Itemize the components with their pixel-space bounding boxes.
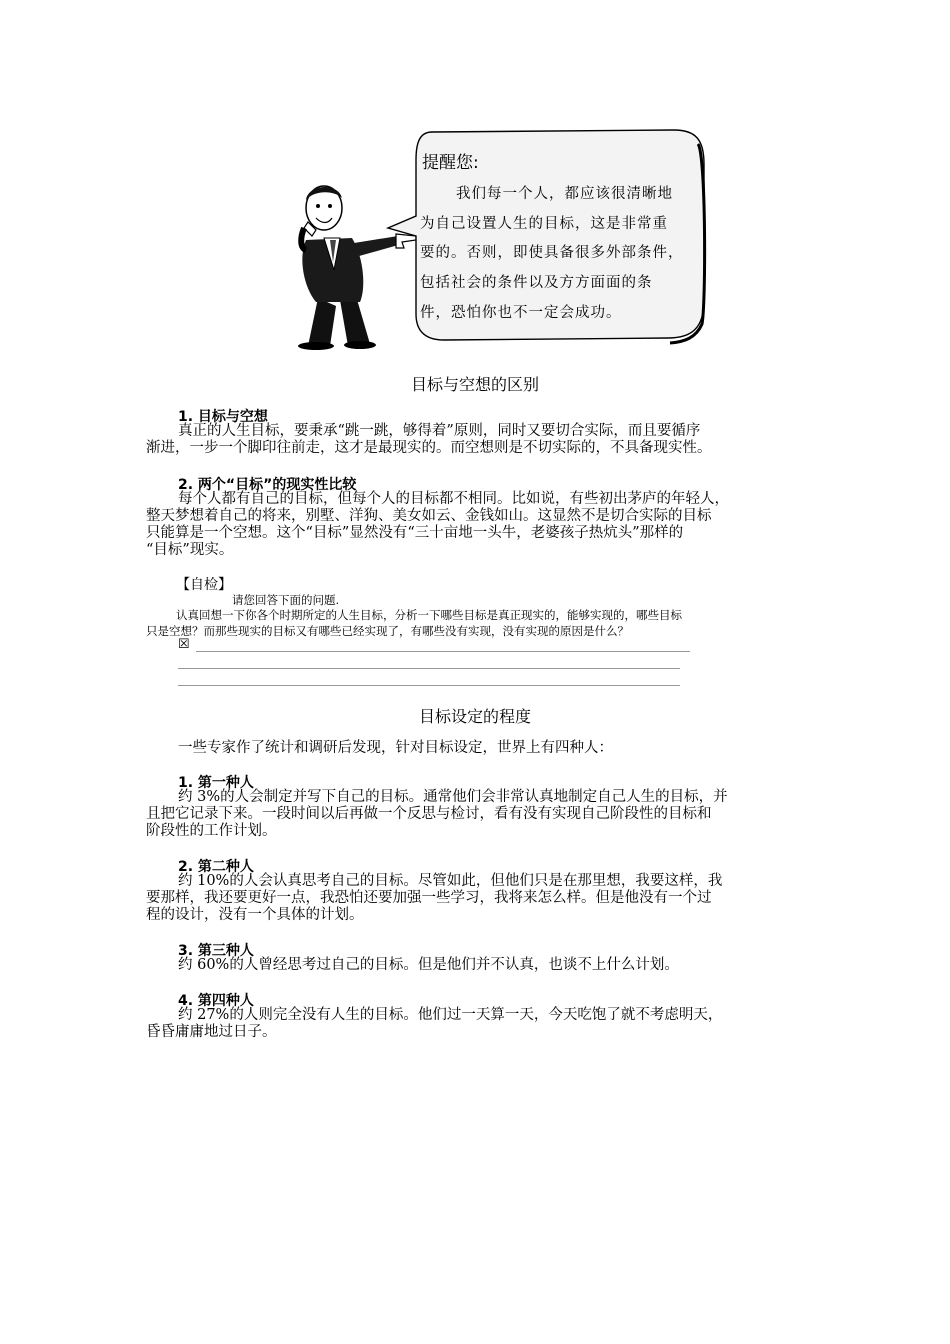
paragraph bbox=[146, 740, 808, 757]
paragraph-line: 只能算是一个空想。这个“目标”显然没有“三十亩地一头牛，老婆孩子热炕头”那样的 bbox=[146, 525, 684, 541]
callout-line: 件，恐怕你也不一定会成功。 bbox=[420, 305, 622, 321]
section-title: 目标与空想的区别 bbox=[410, 375, 539, 394]
subsection-heading: 1. 第一种人 bbox=[178, 775, 254, 791]
callout-line: 我们每一个人，都应该很清晰地 bbox=[456, 186, 673, 202]
paragraph-line: 阶段性的工作计划。 bbox=[146, 823, 277, 839]
paragraph-line: 约 10%的人会认真思考自己的目标。尽管如此，但他们只是在那里想，我要这样，我 bbox=[178, 873, 723, 889]
subsection-heading: 1. 目标与空想 bbox=[178, 409, 268, 425]
paragraph-line: 要那样，我还要更好一点，我恐怕还要加强一些学习，我将来怎么样。但是他没有一个过 bbox=[146, 890, 712, 906]
selfcheck-prompt: 请您回答下面的问题. bbox=[232, 593, 340, 607]
callout-line: 包括社会的条件以及方方面面的条 bbox=[420, 275, 653, 291]
paragraph bbox=[146, 423, 808, 457]
answer-line[interactable] bbox=[196, 651, 690, 652]
paragraph-line: 且把它记录下来。一段时间以后再做一个反思与检讨，看有没有实现自己阶段性的目标和 bbox=[146, 806, 712, 822]
paragraph-line: 约 27%的人则完全没有人生的目标。他们过一天算一天，今天吃饱了就不考虑明天， bbox=[178, 1007, 723, 1023]
answer-line[interactable] bbox=[178, 685, 680, 686]
paragraph-line: 渐进，一步一个脚印往前走，这才是最现实的。而空想则是不切实际的，不具备现实性。 bbox=[146, 440, 712, 456]
paragraph-line: 昏昏庸庸地过日子。 bbox=[146, 1024, 277, 1040]
selfcheck-label: 【自检】 bbox=[176, 577, 232, 593]
checkbox-icon: ☒ bbox=[178, 637, 190, 652]
selfcheck-question: 认真回想一下你各个时期所定的人生目标，分析一下哪些目标是真正现实的，能够实现的，哪些目标 bbox=[176, 608, 682, 622]
subsection-heading: 2. 第二种人 bbox=[178, 859, 254, 875]
paragraph-line: 约 60%的人曾经思考过自己的目标。但是他们并不认真，也谈不上什么计划。 bbox=[178, 957, 679, 973]
paragraph-line: 整天梦想着自己的将来，别墅、洋狗、美女如云、金钱如山。这显然不是切合实际的目标 bbox=[146, 508, 712, 524]
paragraph-line: 真正的人生目标，要秉承“跳一跳，够得着”原则，同时又要切合实际，而且要循序 bbox=[178, 423, 701, 439]
section-title: 目标设定的程度 bbox=[418, 707, 531, 726]
selfcheck-question: 只是空想？而那些现实的目标又有哪些已经实现了，有哪些没有实现，没有实现的原因是什么？ bbox=[146, 624, 629, 638]
paragraph-line: 每个人都有自己的目标，但每个人的目标都不相同。比如说，有些初出茅庐的年轻人， bbox=[178, 491, 729, 507]
paragraph-line: 一些专家作了统计和调研后发现，针对目标设定，世界上有四种人： bbox=[178, 740, 613, 756]
callout-line: 要的。否则，即使具备很多外部条件， bbox=[420, 245, 684, 261]
paragraph bbox=[146, 957, 808, 974]
paragraph bbox=[146, 789, 808, 840]
answer-line[interactable] bbox=[178, 668, 680, 669]
paragraph-line: “目标”现实。 bbox=[146, 542, 234, 558]
paragraph bbox=[146, 491, 808, 559]
paragraph bbox=[146, 873, 808, 924]
callout-line: 为自己设置人生的目标，这是非常重 bbox=[420, 216, 668, 232]
paragraph-line: 程的设计，没有一个具体的计划。 bbox=[146, 907, 364, 923]
subsection-heading: 3. 第三种人 bbox=[178, 943, 254, 959]
paragraph bbox=[146, 1007, 808, 1041]
callout-title: 提醒您: bbox=[422, 153, 479, 173]
subsection-heading: 2. 两个“目标”的现实性比较 bbox=[178, 477, 357, 493]
paragraph-line: 约 3%的人会制定并写下自己的目标。通常他们会非常认真地制定自己人生的目标，并 bbox=[178, 789, 728, 805]
subsection-heading: 4. 第四种人 bbox=[178, 993, 254, 1009]
